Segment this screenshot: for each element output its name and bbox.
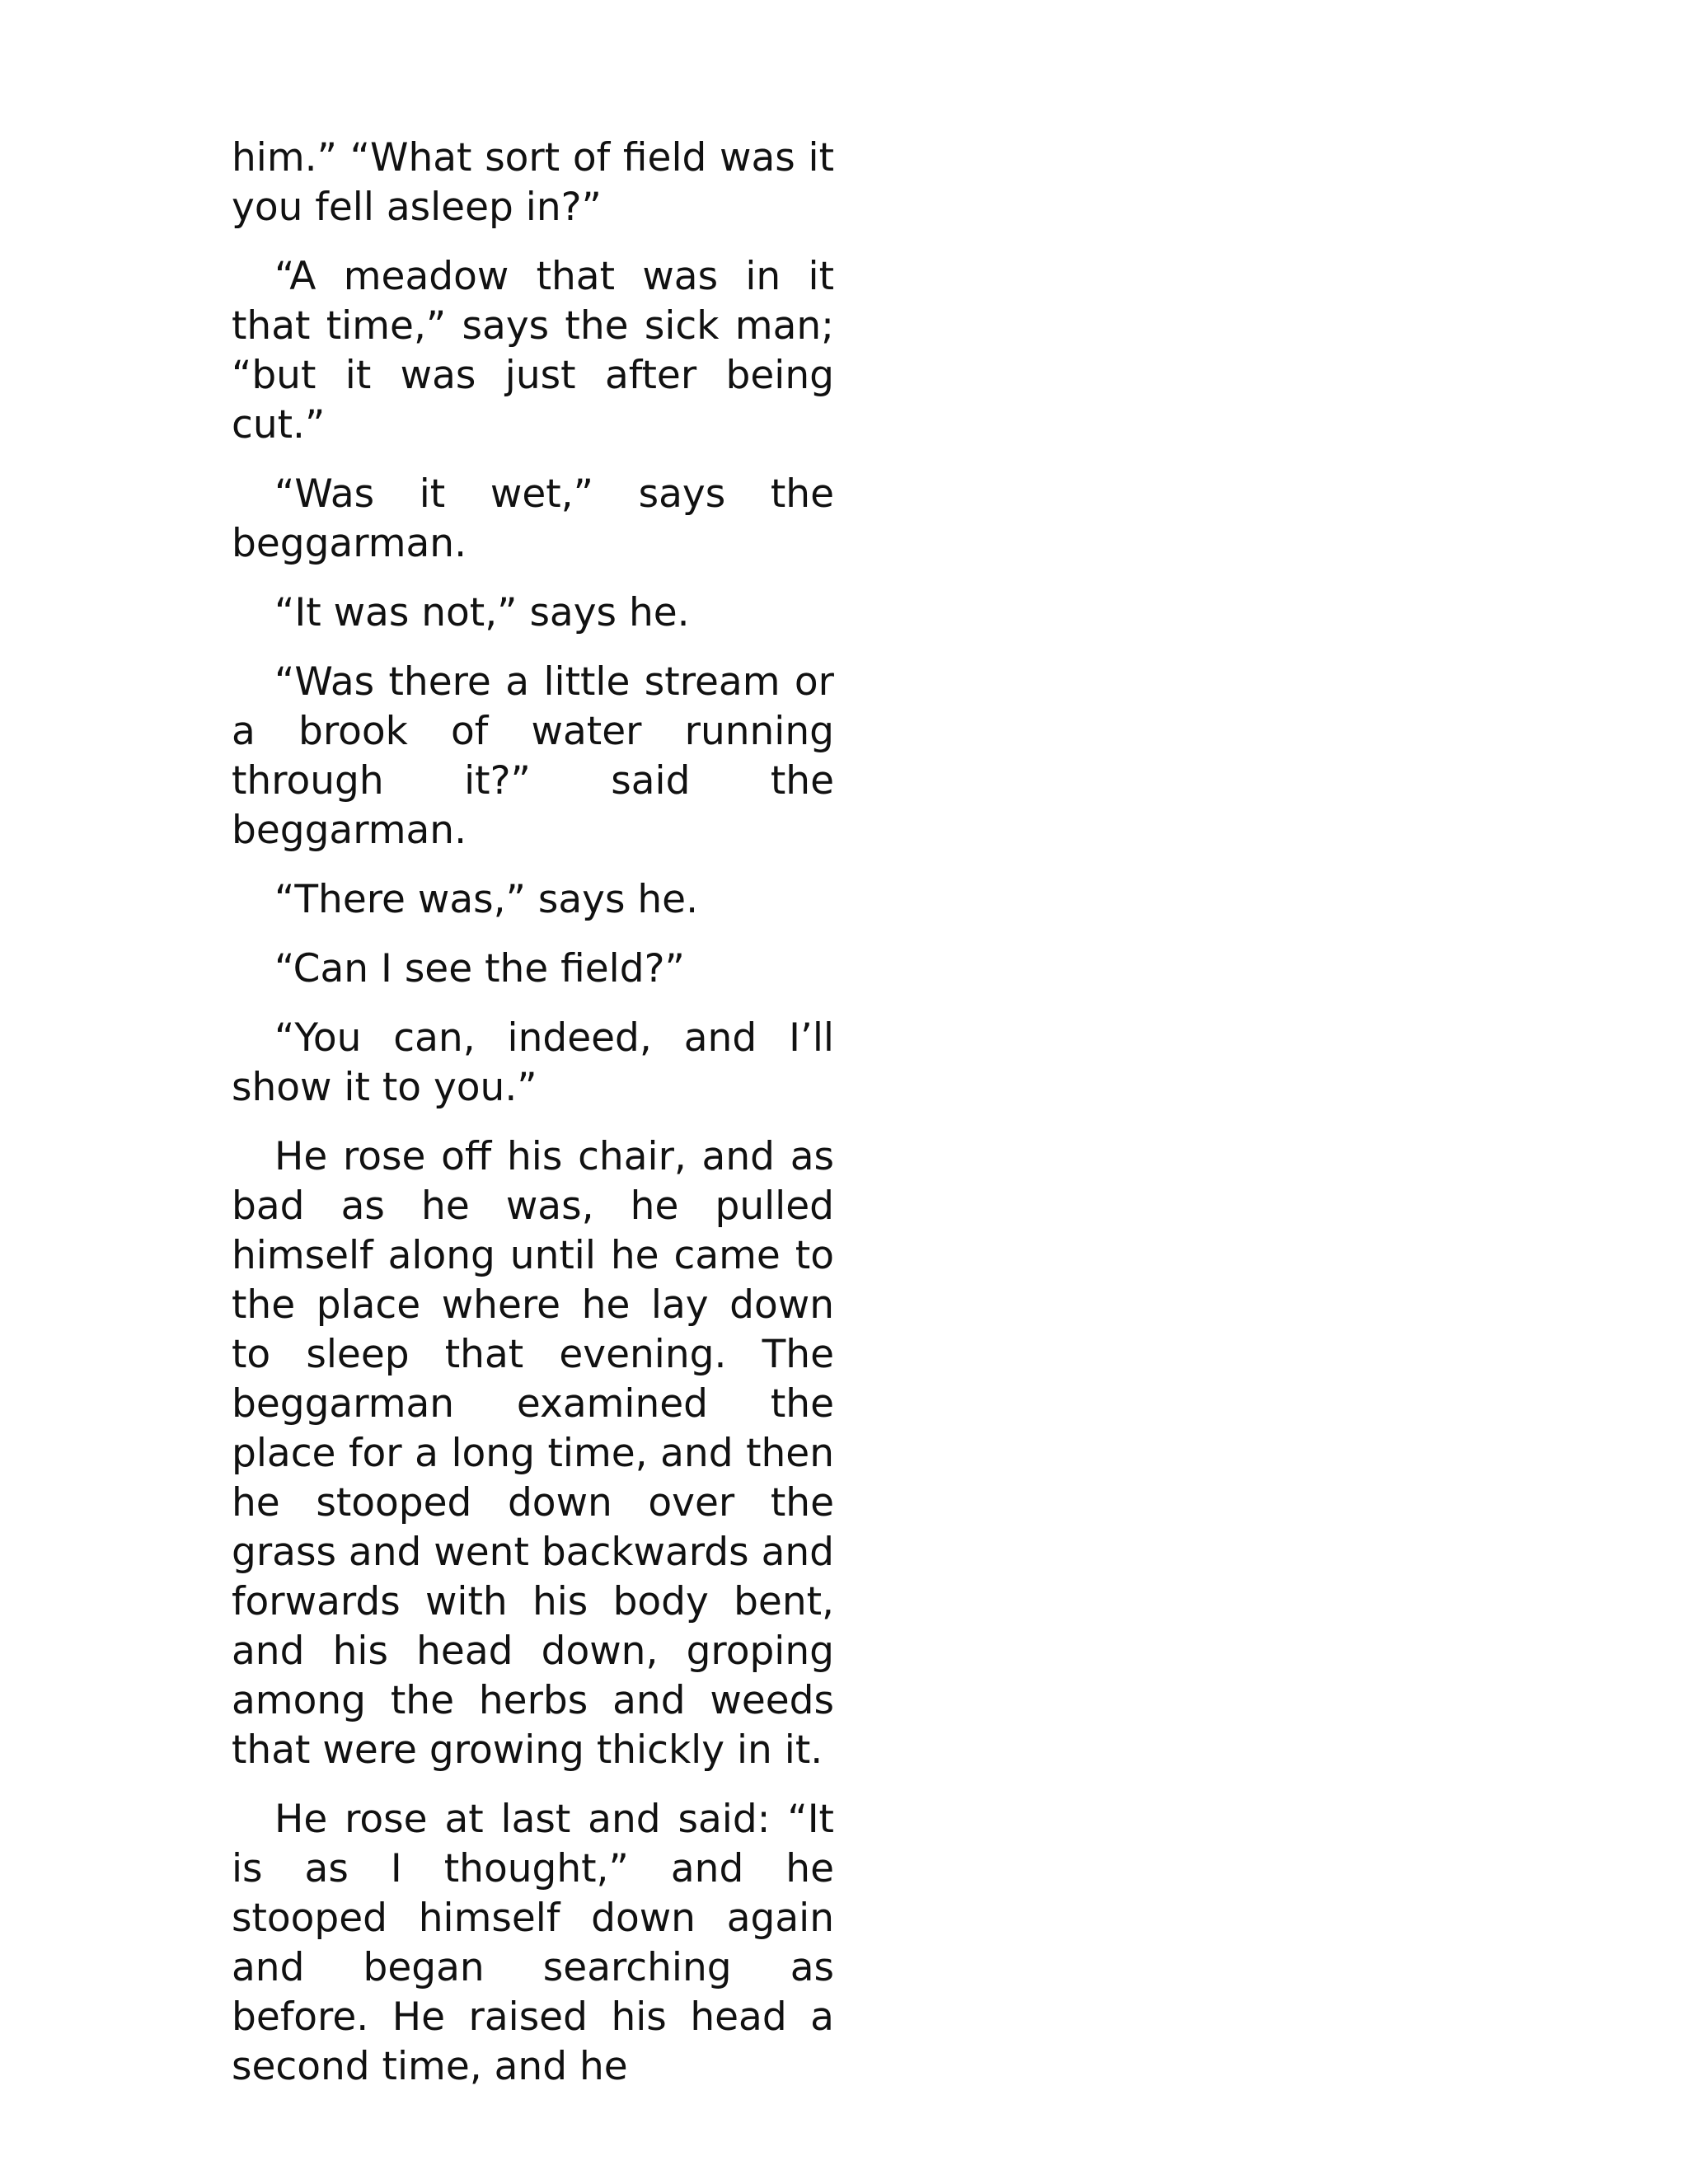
text-column <box>232 135 834 2089</box>
paragraph: “Can I see the field?” <box>274 946 685 991</box>
paragraph: “You can, indeed, and I’ll show it to you.” <box>232 1015 834 1110</box>
paragraph: “There was,” says he. <box>274 877 699 922</box>
paragraph: you fell asleep in?” <box>232 185 602 230</box>
paragraph: “It was not,” says he. <box>274 590 690 635</box>
paragraph: “A meadow that was in it that time,” says the sick man; “but it was just after being cut.” <box>232 254 834 448</box>
paragraph: “Was there a little stream or a brook of water running through it?” said the beggarman. <box>232 659 834 853</box>
paragraph: He rose at last and said: “It is as I thought,” and he stooped himself down again and began searching as before. He raised his head a second time, and he <box>232 1797 834 2089</box>
paragraph: “Was it wet,” says the beggarman. <box>232 471 834 566</box>
clipped-top-line: him.” “What sort of field was it <box>232 135 834 180</box>
paragraph: He rose off his chair, and as bad as he was, he pulled himself along until he came to the place where he lay down to sleep that evening. The beggarman examined the place for a long time, and then he stooped down over the grass and went backwards and forwards with his body bent, and his head down, groping among the herbs and weeds that were growing thickly in it. <box>232 1134 834 1773</box>
